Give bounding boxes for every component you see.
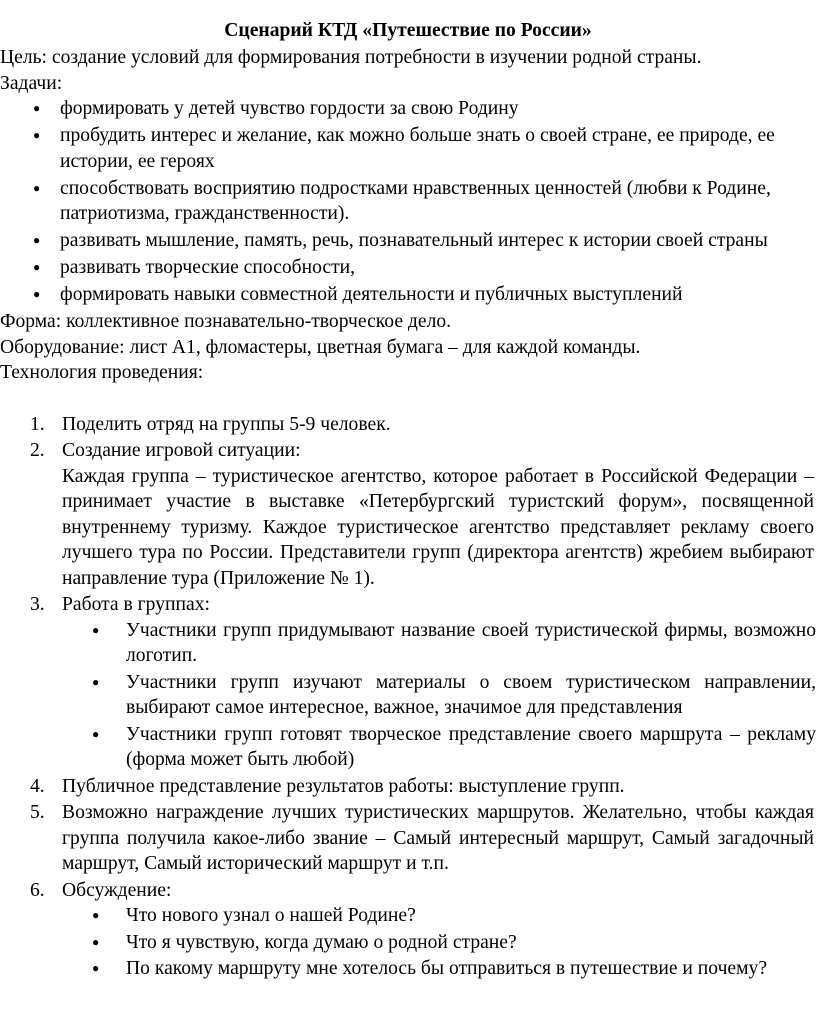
bullet-icon: ● [33,180,41,195]
document-title: Сценарий КТД «Путешествие по России» [224,20,592,41]
bullet-icon: ● [92,726,100,741]
sub-item: ● Участники групп изучают материалы о своем туристическом направлении, выбирают самое интересное, важное, значимое для представления [92,671,816,718]
sub-item: ● Участники групп готовят творческое представление своего маршрута – рекламу (форма может быть любой) [92,723,816,770]
task-item: ● пробудить интерес и желание, как можно больше знать о своей стране, ее природе, ее истории, ее героях [33,125,775,172]
step-item [0,800,816,877]
step-number: 4. [30,775,45,797]
step-number: 2. [30,440,45,461]
sub-item: ● Участники групп придумывают название своей туристической фирмы, возможно логотип. [92,619,816,666]
step-text: Поделить отряд на группы 5-9 человек. [62,413,391,435]
bullet-icon: ● [33,233,41,247]
task-item: ● формировать у детей чувство гордости за свою Родину [0,96,816,122]
sub-item: ● Что нового узнал о нашей Родине? [62,903,816,929]
equipment-line: Оборудование: лист А1, фломастеры, цветная бумага – для каждой команды. [0,336,641,358]
bullet-icon: ● [33,287,41,301]
step-text: Создание игровой ситуации: [62,440,301,461]
bullet-icon: ● [33,128,41,142]
step-item [0,774,816,800]
bullet-icon: ● [92,674,100,689]
step-number: 6. [30,879,45,901]
bullet-icon: ● [33,101,41,115]
task-item: ● способствовать восприятию подростками нравственных ценностей (любви к Родине, патриотизма, гражданственности). [33,177,771,224]
step-text: Работа в группах: [62,594,210,615]
step-text: Публичное представление результатов работы: выступление групп. [62,775,625,797]
step-number: 3. [30,594,45,615]
step-sublist [62,618,816,773]
step-text: Возможно награждение лучших туристических маршрутов. Желательно, чтобы каждая группа получила какое-либо звание – Самый интересный маршрут, Самый загадочный маршрут, Самый исторический маршрут и т.п. [62,802,814,874]
blank-line [0,386,816,412]
goal-line: Цель: создание условий для формирования потребности в изучении родной страны. [0,47,702,68]
step-text: Обсуждение: [62,879,172,901]
steps-list [0,412,816,982]
document-page [0,18,816,983]
step-detail: Каждая группа – туристическое агентство, которое работает в Российской Федерации – принимает участие в выставке «Петербургский туристский форум», посвященной внутреннему туризму. Каждое туристическое агентство представляет рекламу своего лучшего тура по России. Представители групп (директора агентств) жребием выбирают направление тура (Приложение № 1). [62,465,814,589]
task-item: ● развивать мышление, память, речь, познавательный интерес к истории своей страны [0,228,816,254]
tasks-label: Задачи: [0,72,63,94]
bullet-icon: ● [92,622,100,637]
step-item [0,412,816,438]
step-item [0,592,816,773]
step-item [0,878,816,982]
sub-item: ● Что я чувствую, когда думаю о родной стране? [62,930,816,956]
bullet-icon: ● [33,260,41,274]
bullet-icon: ● [92,934,100,949]
sub-item: ● По какому маршруту мне хотелось бы отправиться в путешествие и почему? [62,956,816,982]
bullet-icon: ● [92,961,100,975]
step-sublist [62,903,816,982]
step-number: 1. [30,413,45,435]
form-line: Форма: коллективное познавательно-творческое дело. [0,311,452,332]
step-number: 5. [30,802,45,823]
task-item: ● формировать навыки совместной деятельности и публичных выступлений [0,282,816,308]
bullet-icon: ● [92,908,100,922]
technology-label: Технология проведения: [0,362,204,383]
task-item: ● развивать творческие способности, [0,255,816,281]
tasks-list [0,96,816,308]
step-item [0,438,816,591]
